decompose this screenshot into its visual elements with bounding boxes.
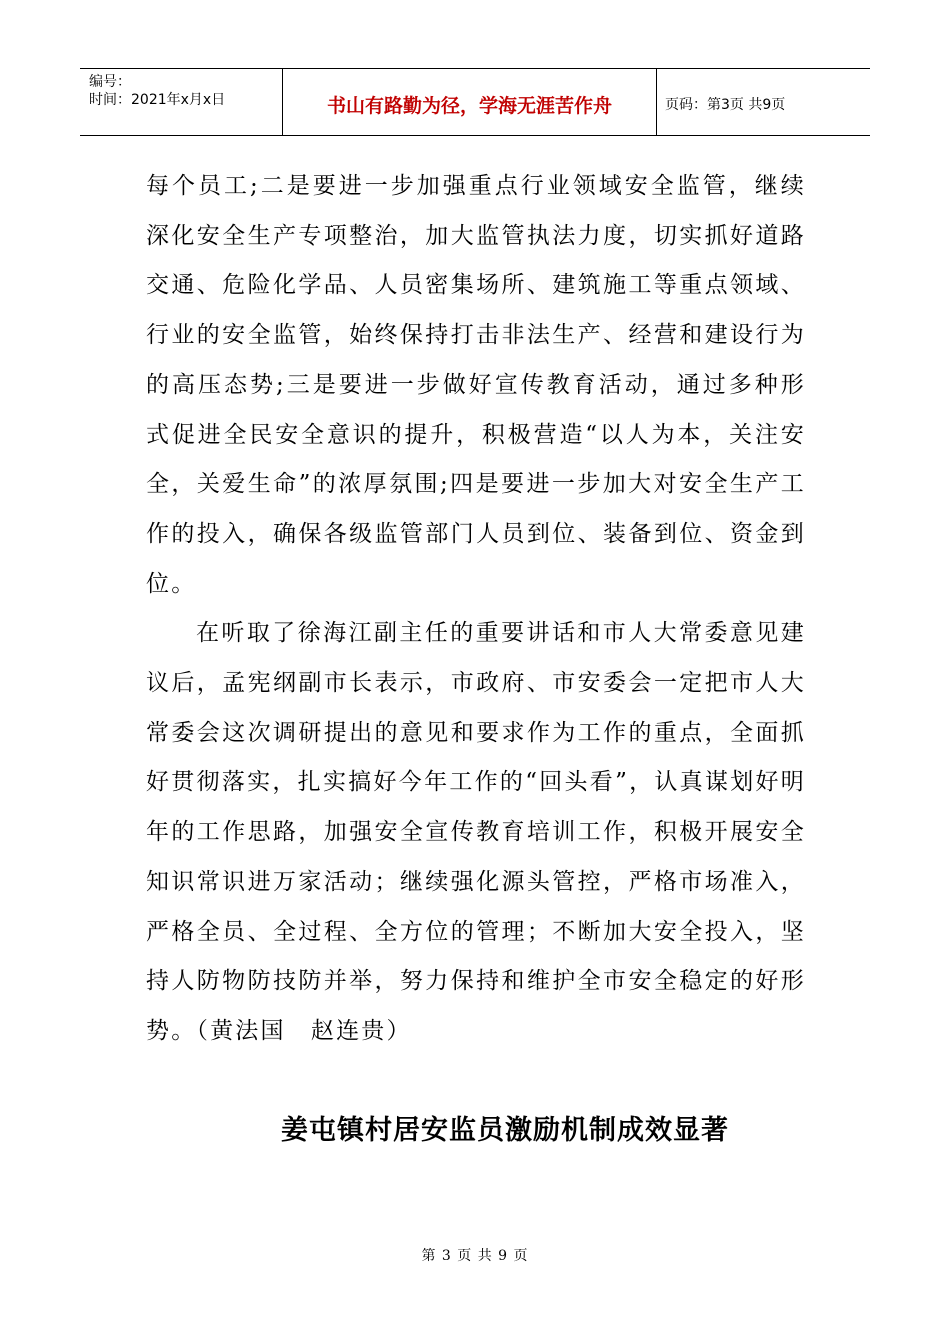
document-header <box>80 68 870 136</box>
header-page-code: 页码：第3页 共9页 <box>665 97 786 113</box>
document-time-label: 时间：2021年x月x日 <box>89 92 226 108</box>
article-title: 姜屯镇村居安监员激励机制成效显著 <box>281 1115 729 1146</box>
document-number-label: 编号： <box>89 74 131 90</box>
body-paragraph-1: 每个员工;二是要进一步加强重点行业领域安全监管，继续深化安全生产专项整治，加大监管执法力度，切实抓好道路交通、危险化学品、人员密集场所、建筑施工等重点领域、行业的安全监管，始终保持打击非法生产、经营和建设行为的高压态势;三是要进一步做好宣传教育活动，通过多种形式促进全民安全意识的提升，积极营造“以人为本，关注安全，关爱生命”的浓厚氛围;四是要进一步加大对安全生产工作的投入，确保各级监管部门人员到位、装备到位、资金到位。 <box>146 173 806 597</box>
page-footer: 第 3 页 共 9 页 <box>421 1248 529 1264</box>
header-motto: 书山有路勤为径，学海无涯苦作舟 <box>283 69 657 135</box>
header-meta <box>80 69 283 135</box>
body-paragraph-2: 在听取了徐海江副主任的重要讲话和市人大常委意见建议后，孟宪纲副市长表示，市政府、市安委会一定把市人大常委会这次调研提出的意见和要求作为工作的重点，全面抓好贯彻落实，扎实搞好今年工作的“回头看”，认真谋划好明年的工作思路，加强安全宣传教育培训工作，积极开展安全知识常识进万家活动；继续强化源头管控，严格市场准入，严格全员、全过程、全方位的管理；不断加大安全投入，坚持人防物防技防并举，努力保持和维护全市安全稳定的好形势。（黄法国 赵连贵） <box>146 620 806 1044</box>
document-body <box>146 162 806 1057</box>
